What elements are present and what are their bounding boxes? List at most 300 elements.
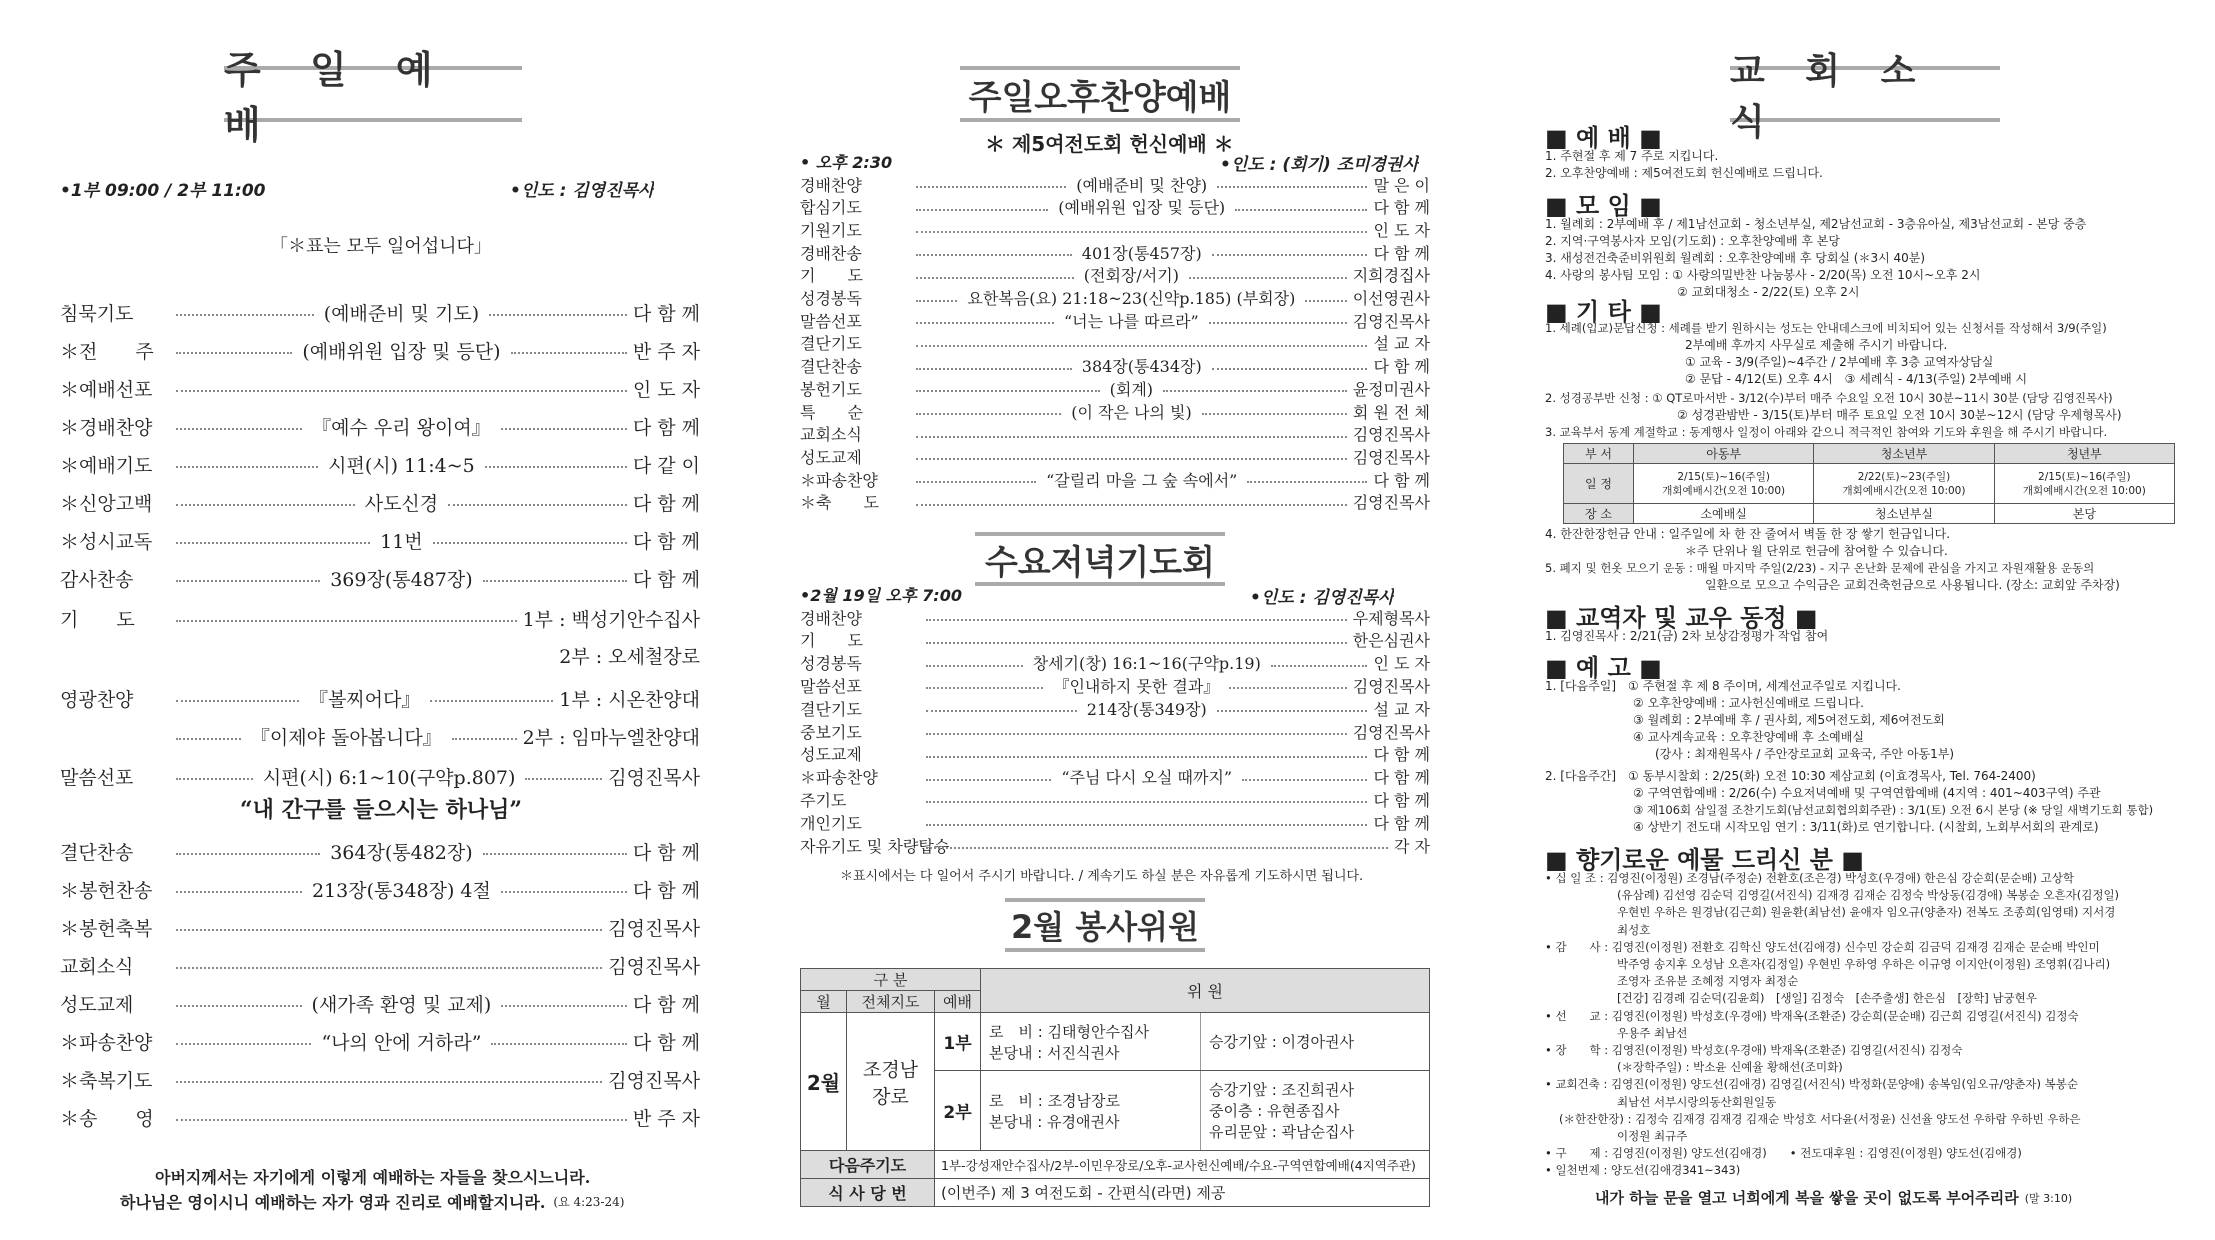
order-label: ＊봉헌축복 [60,917,153,940]
order-person: 다 함 께 [632,492,700,515]
order-label: 중보기도 [800,722,862,742]
leader-dots [1202,413,1347,415]
offering-line: 조영자 조유분 조혜정 지영자 최정순 [1617,974,1799,989]
afternoon-service-heading: 주일오후찬양예배 [968,77,1232,118]
volunteers-heading: 2월 봉사위원 [1011,908,1199,946]
offering-line: 최남선 서부시랑의동산회원일동 [1617,1094,1777,1109]
other-4: 4. 한잔한장헌금 안내 : 일주일에 차 한 잔 줄여서 벽돌 한 장 쌓기 헌금입니다. [1545,527,1951,541]
order-person: 말 은 이 [1373,175,1430,195]
offering-line: (＊한잔한장) : 김정숙 김재경 김재경 김재순 박성호 서다윤(서정윤) 신선율 양도선 우하람 우하빈 우하은 [1559,1111,2081,1126]
leader-dots [176,390,627,392]
offering-line: 이정원 최규주 [1617,1129,1688,1143]
other-5: 5. 폐지 및 헌옷 모으기 운동 : 매월 마지막 주일(2/23) - 지구 온난화 문제에 관심을 가지고 자원재활용 운동의 [1545,561,2095,575]
leader-dots [176,1043,311,1045]
church-news-title [1730,50,2000,143]
s1-hall: 본당내 : 서진식권사 [989,1043,1120,1062]
edu-h-children: 아동부 [1634,444,1814,464]
order-detail: (예배준비 및 기도) [323,302,480,325]
order-person: 다 함 께 [1373,790,1430,810]
order-row [800,287,1430,309]
volunteers-table [800,968,1430,1207]
order-detail: 364장(통482장) [330,841,473,864]
s2-mezzanine: 중이층 : 유현종집사 [1209,1102,1340,1120]
order-person: 인 도 자 [1373,220,1430,240]
order-row [60,1102,700,1132]
afternoon-service-column [790,0,1430,1240]
leader-dots [176,778,253,780]
leader-dots [501,428,627,430]
order-detail: (예배준비 및 찬양) [1076,175,1208,195]
leader-dots [916,345,1367,347]
order-person: 반 주 자 [632,340,700,363]
order-label: 말씀선포 [800,311,862,331]
offering-line: 최성호 [1617,922,1651,937]
leader-dots [1235,209,1367,211]
order-person: 김영진목사 [1352,425,1430,445]
footer-verse-ref: (말 3:10) [2024,1191,2073,1205]
bible-verse-line1: 아버지께서는 자기에게 이렇게 예배하는 자들을 찾으시느니라. [155,1168,591,1187]
order-row [60,988,700,1018]
order-label: 성경봉독 [800,654,862,674]
td-overall: 조경남 장로 [847,1013,935,1151]
leader-dots [1212,254,1368,256]
s2-glass-door: 유리문앞 : 곽남순집사 [1209,1123,1355,1141]
edu-h-dept: 부 서 [1564,444,1634,464]
order-person: 윤정미권사 [1352,379,1430,399]
order-row [60,449,700,479]
order-label: ＊전 주 [60,340,154,363]
order-person: 김영진목사 [1352,493,1430,513]
order-row [800,766,1430,788]
service-leader: •인도 : 김영진목사 [510,181,655,201]
order-person: 이선영권사 [1352,289,1430,308]
church-news-heading: 교 회 소 식 [1730,50,1930,143]
leader-dots [483,853,627,855]
leader-dots [916,436,1347,438]
offering-line: • 교회건축 : 김영진(이정원) 양도선(김애경) 김영길(서진식) 박정화(문양애) 송복임(임오규/양춘자) 복봉순 [1545,1077,2078,1092]
order-row [800,788,1430,810]
footer-verse [1595,1187,2072,1208]
order-row [60,721,700,751]
order-row [60,525,700,555]
volunteers-title [1005,898,1205,952]
order-person: 설 교 자 [1373,334,1430,354]
offering-line: 박주영 송지후 오성남 오흔자(김정일) 우현빈 우하영 우하은 이규영 이지안(이정원) 조영휘(김나리) [1617,957,2111,971]
order-detail: (전회장/서기) [1083,266,1179,286]
offering-line: (유삼례) 김선영 김순덕 김영길(서진식) 김재경 김재순 김정숙 박상동(김경애) 복봉순 오흔자(김정일) [1617,888,2120,903]
order-detail: 401장(통457장) [1081,243,1202,263]
leader-dots [1247,481,1367,483]
leader-dots [926,733,1347,735]
order-row [800,264,1430,286]
order-label: 기 도 [800,266,863,286]
meal-duty-value: (이번주) 제 3 여전도회 - 간편식(라면) 제공 [935,1179,1430,1207]
td-s2-left [981,1071,1201,1151]
leader-dots [501,891,627,893]
afternoon-leader: •인도 : (회기) 조미경권사 [1220,155,1419,175]
order-person: 한은심권사 [1352,631,1430,651]
other-1d: ② 문답 - 4/12(토) 오후 4시 ③ 세례식 - 4/13(주일) 2부예배 시 [1685,372,2028,386]
meeting-4b: ② 교회대청소 - 2/22(토) 오후 2시 [1677,285,1860,299]
order-person: 다 함 께 [632,841,700,864]
td-service-2: 2부 [935,1071,981,1151]
order-row [60,603,700,633]
edu-schedule-label: 일 정 [1564,464,1634,504]
order-person: 인 도 자 [1373,654,1430,674]
offering-line: • 일천번제 : 양도선(김애경341~343) [1545,1163,1741,1178]
order-detail: (새가족 환영 및 교제) [311,993,492,1016]
edu-h-young-adult: 청년부 [1994,444,2174,464]
leader-dots [926,619,1347,621]
order-person: 2부 : 오세철장로 [559,645,700,668]
leader-dots [1217,186,1367,188]
order-person: 지희경집사 [1352,266,1430,286]
order-label: 성경봉독 [800,289,862,308]
order-label: 결단찬송 [800,357,862,377]
order-person: 다 함 께 [632,879,700,902]
leader-dots [176,967,602,969]
order-label: 성도교제 [800,447,862,467]
order-person: 다 함 께 [632,1031,700,1054]
order-person: 다 함 께 [632,302,700,325]
leader-dots [176,620,517,622]
order-label: 기원기도 [800,220,862,240]
order-detail: (이 작은 나의 빛) [1071,402,1192,422]
leader-dots [430,700,553,702]
order-detail: “나의 안에 거하라” [321,1031,482,1054]
notice-1b: ② 오후찬양예배 : 교사헌신예배로 드립니다. [1633,696,1864,710]
order-person: 설 교 자 [1373,699,1430,719]
order-label: ＊송 영 [60,1107,154,1130]
wednesday-leader: •인도 : 김영진목사 [1250,588,1395,608]
order-row [800,332,1430,354]
order-row [60,373,700,403]
worship-note-1: 1. 주현절 후 제 7 주로 지킵니다. [1545,149,1719,163]
edu-place-young-adult: 본당 [1994,504,2174,524]
other-2: 2. 성경공부반 신청 : ① QT로마서반 - 3/12(수)부터 매주 수요일 오전 10시 30분~11시 30분 (담당 김영진목사) [1545,391,2113,405]
notice-1d: ④ 교사계속교육 : 오후찬양예배 후 소예배실 [1633,730,1864,744]
leader-dots [176,542,370,544]
order-label: 주기도 [800,790,847,810]
next-prayer-label: 다음주기도 [801,1151,935,1179]
order-row [800,743,1430,765]
other-1: 1. 세례(입교)문답신청 : 세례를 받기 원하시는 성도는 안내데스크에 비치되어 있는 신청서를 작성해서 3/9(주일) [1545,321,2107,335]
order-person: 다 함 께 [1373,357,1430,377]
order-label: ＊파송찬양 [800,470,878,490]
edu-schedule-young-adult: 2/15(토)~16(주일) 개회예배시간(오전 10:00) [1994,464,2174,504]
order-row [800,196,1430,218]
leader-dots [176,1119,627,1121]
order-label: 경배찬양 [800,608,862,628]
leader-dots [1163,390,1347,392]
order-label: 경배찬양 [800,175,862,195]
order-label: ＊예배선포 [60,378,153,401]
order-detail: 『인내하지 못한 결과』 [1053,676,1220,696]
leader-dots [926,824,1367,826]
leader-dots [916,368,1072,370]
staff-news-1: 1. 김영진목사 : 2/21(금) 2차 보상감정평가 작업 참여 [1545,629,1829,643]
wednesday-title [975,532,1225,586]
order-row [60,335,700,365]
order-label: ＊파송찬양 [800,768,878,788]
order-person: 다 함 께 [1373,745,1430,765]
leader-dots [176,700,299,702]
leader-dots [176,738,241,740]
leader-dots [916,413,1061,415]
offering-line: [건강] 김경례 김순덕(김윤희) [생일] 김정숙 [손주출생] 한은심 [장학] 남궁현우 [1617,991,2037,1006]
leader-dots [433,542,627,544]
other-1c: ① 교육 - 3/9(주일)~4주간 / 2부예배 후 3층 교역자상담실 [1685,355,1994,369]
leader-dots [916,504,1347,506]
order-row [800,218,1430,240]
standing-note: 「＊표는 모두 일어섭니다」 [270,236,492,257]
order-row [800,241,1430,263]
leader-dots [483,580,627,582]
section-notice: ■ 예 고 ■ [1545,654,1662,682]
order-row [60,411,700,441]
afternoon-service-title [960,66,1240,122]
order-label: 결단찬송 [60,841,134,864]
order-row [60,683,700,713]
order-row [800,652,1430,674]
edu-place-label: 장 소 [1564,504,1634,524]
footer-verse-text: 내가 하늘 문을 열고 너희에게 복을 쌓을 곳이 없도록 부어주리라 [1595,1189,2019,1207]
order-label: 감사찬송 [60,568,134,591]
offering-line: • 감 사 : 김영진(이정원) 전환호 김학신 양도선(김애경) 신수민 강순희 김금덕 김재경 김재순 문순배 박인미 [1545,939,2100,954]
leader-dots [511,352,627,354]
offering-line: • 구 제 : 김영진(이정원) 양도선(김애경) • 전도대후원 : 김영진(이정원) 양도선(김애경) [1545,1146,2022,1161]
section-others: ■ 기 타 ■ [1545,298,1662,326]
order-label: ＊축복기도 [60,1069,153,1092]
order-person: 1부 : 백성기안수집사 [522,608,700,631]
notice-2b: ② 구역연합예배 : 2/26(수) 수요저녁예배 및 구역연합예배 (4지역 : 401~403구역) 주관 [1633,786,2101,800]
order-label: 결단기도 [800,334,862,354]
order-person: 다 함 께 [632,993,700,1016]
leader-dots [926,710,1077,712]
order-label: 영광찬양 [60,688,134,711]
leader-dots [916,254,1072,256]
notice-2: 2. [다음주간] ① 동부시찰회 : 2/25(화) 오전 10:30 제삼교회 (이효경목사, Tel. 764-2400) [1545,769,2036,783]
order-detail: 214장(통349장) [1086,699,1207,719]
bible-verse-line2 [120,1190,624,1213]
order-row [800,400,1430,422]
leader-dots [926,665,1023,667]
leader-dots [926,801,1367,803]
meeting-1: 1. 월례회 : 2부예배 후 / 제1남선교회 - 청소년부실, 제2남선교회 - 3층유아실, 제3남선교회 - 본당 중층 [1545,217,2087,231]
order-label: 성도교제 [800,745,862,765]
s2-hall: 본당내 : 유경애권사 [989,1112,1120,1131]
edu-place-children: 소예배실 [1634,504,1814,524]
offering-line: 우현빈 우하은 원경남(김근희) 원윤환(최남선) 윤애자 임오규(양춘자) 전복도 조종희(임영태) 지서경 [1617,905,2116,920]
s1-lobby: 로 비 : 김태형안수집사 [989,1022,1150,1041]
order-label: ＊축 도 [800,493,879,513]
notice-2d: ④ 상반기 전도대 시작모임 연기 : 3/11(화)로 연기합니다. (시찰회, 노회부서회의 관계로) [1633,820,2099,834]
offering-line: (＊장학주일) : 박소윤 신예율 황해선(조미화) [1617,1060,1843,1075]
order-detail: 시편(시) 11:4~5 [328,454,475,477]
order-detail: (예배위원 입장 및 등단) [1058,198,1226,218]
td-month: 2월 [801,1013,847,1151]
sunday-service-column [40,0,700,1240]
order-label: 침묵기도 [60,302,134,325]
leader-dots [176,1005,302,1007]
td-service-1: 1부 [935,1013,981,1071]
order-row [800,491,1430,513]
order-row [800,355,1430,377]
other-5b: 일환으로 모으고 수익금은 교회건축헌금으로 사용됩니다. (장소: 교회앞 주차장) [1705,578,2120,592]
order-row [800,377,1430,399]
order-person: 김영진목사 [608,955,700,978]
th-gubun: 구 분 [801,969,981,991]
order-label: ＊봉헌찬송 [60,879,153,902]
edu-h-youth: 청소년부 [1814,444,1994,464]
other-3: 3. 교육부서 동계 계절학교 : 동계행사 일정이 아래와 같으니 적극적인 참여와 기도와 후원을 해 주시기 바랍니다. [1545,425,2108,439]
leader-dots [176,1081,602,1083]
order-label: ＊경배찬양 [60,416,153,439]
order-label: 개인기도 [800,813,862,833]
order-row [800,811,1430,833]
order-row [800,423,1430,445]
order-detail: 『이제야 돌아봅니다』 [250,726,442,749]
leader-dots [916,481,1036,483]
order-detail: 『볼찌어다』 [308,688,421,711]
leader-dots [916,300,957,302]
sermon-title: “내 간구를 들으시는 하나님” [240,797,523,823]
order-row [800,629,1430,651]
order-person: 김영진목사 [1352,722,1430,742]
bible-verse-text: 하나님은 영이시니 예배하는 자가 영과 진리로 예배할지니라. [120,1193,546,1212]
notice-1c: ③ 월례회 : 2부예배 후 / 권사회, 제5여전도회, 제6여전도회 [1633,713,1945,727]
afternoon-time: • 오후 2:30 [800,153,893,172]
order-detail: 사도신경 [364,492,439,515]
order-detail: 『예수 우리 왕이여』 [312,416,491,439]
order-label: 말씀선포 [60,766,134,789]
order-label: 합심기도 [800,198,862,218]
leader-dots [176,853,320,855]
order-person: 각 자 [1394,836,1430,856]
order-label: 자유기도 및 차량탑승 [800,836,950,856]
section-offerings: ■ 향기로운 예물 드리신 분 ■ [1545,846,1864,874]
order-person: 반 주 자 [632,1107,700,1130]
order-label: 경배찬송 [800,243,862,263]
order-person: 다 함 께 [1373,768,1430,788]
afternoon-subtitle: ＊ 제5여전도회 헌신예배 ＊ [985,132,1234,156]
other-1b: 2부예배 후까지 사무실로 제출해 주시기 바랍니다. [1685,338,1948,352]
order-row [60,297,700,327]
wednesday-note: ＊표시에서는 다 일어서 주시기 바랍니다. / 계속기도 하실 분은 자유롭게 기도하시면 됩니다. [840,869,1364,884]
leader-dots [1242,779,1367,781]
td-s2-right [1201,1071,1430,1151]
order-label: 기 도 [60,608,135,631]
order-person: 인 도 자 [632,378,700,401]
order-row [800,468,1430,490]
leader-dots [1217,710,1368,712]
order-person: 다 함 께 [1373,198,1430,218]
leader-dots [1212,368,1368,370]
offering-line: • 선 교 : 김영진(이정원) 박성호(우경애) 박재옥(조환준) 강순희(문순배) 김근희 김영길(서진식) 김정숙 [1545,1008,2079,1023]
order-person: 다 함 께 [632,416,700,439]
order-person: 다 함 께 [632,530,700,553]
td-s1-left [981,1013,1201,1071]
edu-schedule-youth: 2/22(토)~23(주일) 개회예배시간(오전 10:00) [1814,464,1994,504]
leader-dots [1305,300,1346,302]
offering-line: • 장 학 : 김영진(이정원) 박성호(우경애) 박재옥(조환준) 김영길(서진식) 김정숙 [1545,1043,1963,1057]
leader-dots [176,314,314,316]
order-person: 다 함 께 [1373,813,1430,833]
leader-dots [489,314,627,316]
order-person: 다 함 께 [1373,470,1430,490]
order-row [60,761,700,791]
section-staff-news: ■ 교역자 및 교우 동정 ■ [1545,604,1818,632]
th-service: 예배 [935,991,981,1013]
leader-dots [176,929,602,931]
leader-dots [916,231,1367,233]
meal-duty-label: 식 사 당 번 [801,1179,935,1207]
s1-elevator: 승강기앞 : 이경아권사 [1209,1033,1355,1051]
church-news-column [1545,0,2175,1240]
section-meetings: ■ 모 임 ■ [1545,192,1662,220]
order-person: 2부 : 임마누엘찬양대 [522,726,700,749]
order-row [60,563,700,593]
order-person: 김영진목사 [608,1069,700,1092]
bible-verse-ref: (요 4:23-24) [553,1195,625,1209]
th-members: 위 원 [981,969,1430,1013]
order-person: 우제형목사 [1352,608,1430,628]
order-detail: 384장(통434장) [1081,357,1202,377]
leader-dots [926,756,1367,758]
sunday-service-heading: 주 일 예 배 [224,47,451,147]
order-row [800,697,1430,719]
service-time: •1부 09:00 / 2부 11:00 [60,181,266,201]
order-label: 교회소식 [60,955,134,978]
leader-dots [916,277,1074,279]
order-person: 김영진목사 [1352,676,1430,696]
leader-dots [1229,687,1346,689]
order-row [800,606,1430,628]
leader-dots [916,186,1066,188]
th-overall: 전체지도 [847,991,935,1013]
order-label: 교회소식 [800,425,862,445]
leader-dots [176,504,355,506]
offering-line: • 십 일 조 : 김영진(이정원) 조경남(주정순) 전환호(조은경) 박성호(우경애) 한은심 강순희(문순배) 고상학 [1545,871,2074,885]
leader-dots [176,891,302,893]
order-person: 다 같 이 [632,454,700,477]
order-row [60,836,700,866]
order-person: 김영진목사 [1352,311,1430,331]
order-label: 봉헌기도 [800,379,862,399]
order-row [60,950,700,980]
notice-2c: ③ 제106회 삼일절 조찬기도회(남선교회협의회주관) : 3/1(토) 오전 6시 본당 (※ 당일 새벽기도회 통합) [1633,803,2154,817]
leader-dots [1209,322,1347,324]
leader-dots [176,466,318,468]
leader-dots [926,847,1388,849]
leader-dots [452,738,517,740]
order-label: ＊성시교독 [60,530,153,553]
order-row [60,1064,700,1094]
meeting-4: 4. 사랑의 봉사팀 모임 : ① 사랑의밀반찬 나눔봉사 - 2/20(목) 오전 10시~오후 2시 [1545,268,1981,282]
other-2b: ② 성경관밤반 - 3/15(토)부터 매주 토요일 오전 10시 30분~12시 (담당 우제형목사) [1677,408,2122,422]
order-detail: 213장(통348장) 4절 [311,879,491,902]
leader-dots [926,687,1043,689]
th-month: 월 [801,991,847,1013]
leader-dots [176,428,302,430]
order-row [60,874,700,904]
next-prayer-value: 1부-강성재안수집사/2부-이민우장로/오후-교사헌신예배/수요-구역연합예배(4지역주관) [935,1151,1430,1179]
order-detail: “주님 다시 오실 때까지” [1061,768,1233,788]
education-table [1563,443,2175,524]
order-person: 1부 : 시온찬양대 [559,688,700,711]
sunday-service-title [224,47,522,147]
order-label: 결단기도 [800,699,862,719]
